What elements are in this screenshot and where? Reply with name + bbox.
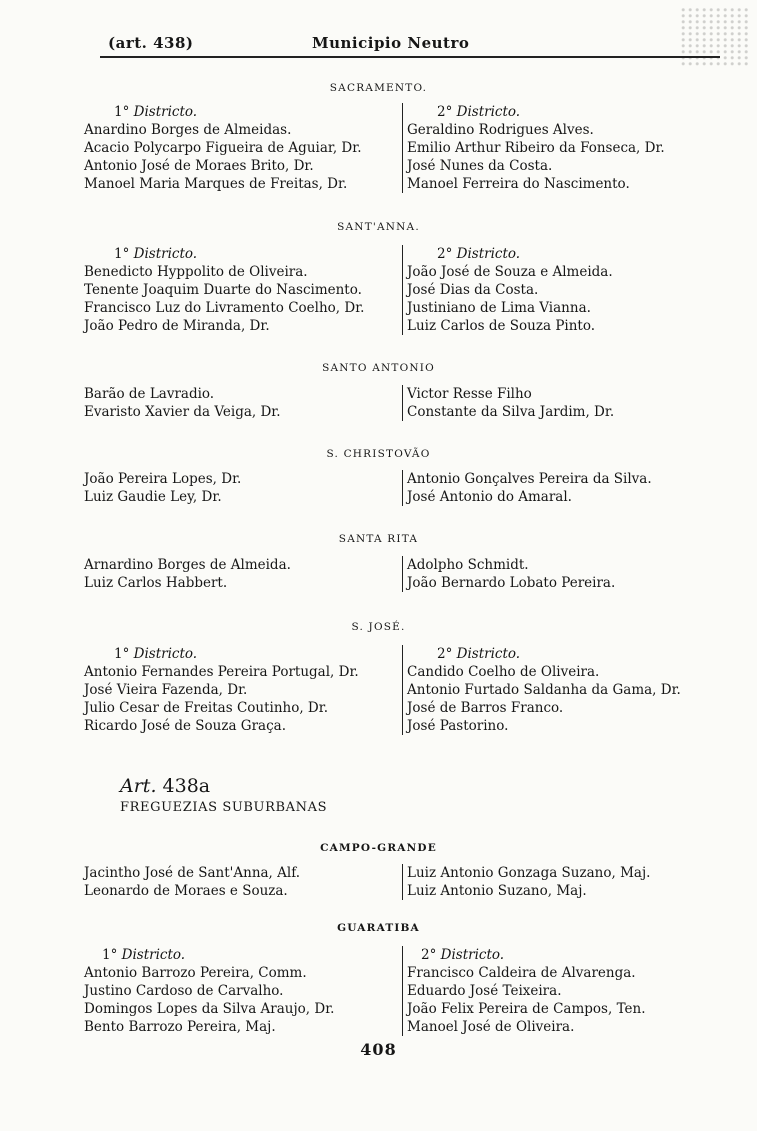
list-item: Geraldino Rodrigues Alves. [407, 122, 594, 138]
district-heading: 2° Districto. [437, 646, 521, 662]
list-item: Justiniano de Lima Vianna. [407, 300, 591, 316]
list-item: Manoel José de Oliveira. [407, 1019, 575, 1035]
list-item: José Vieira Fazenda, Dr. [84, 682, 248, 698]
list-item: Luiz Gaudie Ley, Dr. [84, 489, 222, 505]
list-item: Tenente Joaquim Duarte do Nascimento. [84, 282, 362, 298]
list-item: Antonio Furtado Saldanha da Gama, Dr. [407, 682, 681, 698]
list-item: Emilio Arthur Ribeiro da Fonseca, Dr. [407, 140, 665, 156]
list-item: Evaristo Xavier da Veiga, Dr. [84, 404, 281, 420]
district-heading: 1° Districto. [114, 646, 198, 662]
list-item: João Pereira Lopes, Dr. [84, 471, 242, 487]
list-item: Antonio Gonçalves Pereira da Silva. [407, 471, 652, 487]
santa-rita-right-column [402, 556, 615, 592]
s-jose-left-column [84, 645, 359, 735]
list-item: João Pedro de Miranda, Dr. [84, 318, 270, 334]
list-item: Antonio Fernandes Pereira Portugal, Dr. [84, 664, 359, 680]
list-item: Anardino Borges de Almeidas. [84, 122, 292, 138]
district-heading: 2° Districto. [421, 947, 505, 963]
district-heading: 2° Districto. [437, 104, 521, 120]
list-item: Bento Barrozo Pereira, Maj. [84, 1019, 276, 1035]
list-item: Antonio Barrozo Pereira, Comm. [84, 965, 307, 981]
header-article: (art. 438) [108, 34, 194, 52]
list-item: Candido Coelho de Oliveira. [407, 664, 600, 680]
sacramento-right-column [402, 103, 665, 193]
list-item: José de Barros Franco. [407, 700, 564, 716]
list-item: João Felix Pereira de Campos, Ten. [407, 1001, 646, 1017]
list-item: Luiz Carlos Habbert. [84, 575, 228, 591]
list-item: Acacio Polycarpo Figueira de Aguiar, Dr. [84, 140, 362, 156]
list-item: João Bernardo Lobato Pereira. [407, 575, 616, 591]
list-item: Jacintho José de Sant'Anna, Alf. [84, 865, 301, 881]
section-title-campo-grande: CAMPO-GRANDE [320, 842, 437, 854]
list-item: Domingos Lopes da Silva Araujo, Dr. [84, 1001, 335, 1017]
guaratiba-left-column [84, 946, 334, 1036]
sacramento-left-column [84, 103, 362, 193]
list-item: José Dias da Costa. [407, 282, 539, 298]
list-item: José Pastorino. [407, 718, 509, 734]
s-christovao-right-column [402, 470, 652, 506]
list-item: Francisco Luz do Livramento Coelho, Dr. [84, 300, 365, 316]
page-number: 408 [360, 1040, 397, 1059]
list-item: Justino Cardoso de Carvalho. [84, 983, 284, 999]
santo-antonio-left-column [84, 385, 281, 421]
list-item: Benedicto Hyppolito de Oliveira. [84, 264, 308, 280]
district-heading: 1° Districto. [114, 246, 198, 262]
section-title-s-jose: S. JOSÉ. [351, 621, 406, 633]
list-item: João José de Souza e Almeida. [407, 264, 613, 280]
list-item: Leonardo de Moraes e Souza. [84, 883, 288, 899]
section-title-santanna: SANT'ANNA. [337, 221, 420, 233]
list-item: Constante da Silva Jardim, Dr. [407, 404, 615, 420]
list-item: José Antonio do Amaral. [407, 489, 572, 505]
s-jose-right-column [402, 645, 681, 735]
list-item: Francisco Caldeira de Alvarenga. [407, 965, 636, 981]
section-title-guaratiba: GUARATIBA [337, 922, 420, 934]
list-item: Luiz Antonio Gonzaga Suzano, Maj. [407, 865, 651, 881]
campo-grande-left-column [84, 864, 300, 900]
santa-rita-left-column [84, 556, 291, 592]
district-heading: 2° Districto. [437, 246, 521, 262]
header-title: Municipio Neutro [312, 34, 470, 52]
header-rule [100, 56, 720, 58]
guaratiba-right-column [402, 946, 646, 1036]
s-christovao-left-column [84, 470, 241, 506]
list-item: José Nunes da Costa. [407, 158, 553, 174]
district-heading: 1° Districto. [102, 947, 186, 963]
list-item: Antonio José de Moraes Brito, Dr. [84, 158, 314, 174]
list-item: Barão de Lavradio. [84, 386, 215, 402]
list-item: Manoel Maria Marques de Freitas, Dr. [84, 176, 348, 192]
santo-antonio-right-column [402, 385, 614, 421]
list-item: Adolpho Schmidt. [407, 557, 529, 573]
list-item: Ricardo José de Souza Graça. [84, 718, 286, 734]
section-title-santo-antonio: SANTO ANTONIO [322, 362, 435, 374]
section-title-santa-rita: SANTA RITA [338, 533, 419, 545]
list-item: Manoel Ferreira do Nascimento. [407, 176, 630, 192]
section-title-s-christovao: S. CHRISTOVÃO [326, 448, 431, 460]
article-heading: Art. 438a [120, 775, 211, 797]
campo-grande-right-column [402, 864, 650, 900]
list-item: Victor Resse Filho [407, 386, 532, 402]
list-item: Julio Cesar de Freitas Coutinho, Dr. [84, 700, 329, 716]
list-item: Arnardino Borges de Almeida. [84, 557, 291, 573]
list-item: Luiz Carlos de Souza Pinto. [407, 318, 596, 334]
list-item: Eduardo José Teixeira. [407, 983, 562, 999]
santanna-right-column [402, 245, 613, 335]
santanna-left-column [84, 245, 364, 335]
district-heading: 1° Districto. [114, 104, 198, 120]
list-item: Luiz Antonio Suzano, Maj. [407, 883, 587, 899]
section-title-sacramento: SACRAMENTO. [329, 82, 428, 94]
article-subtitle: FREGUEZIAS SUBURBANAS [120, 800, 328, 815]
page-header [100, 34, 720, 56]
